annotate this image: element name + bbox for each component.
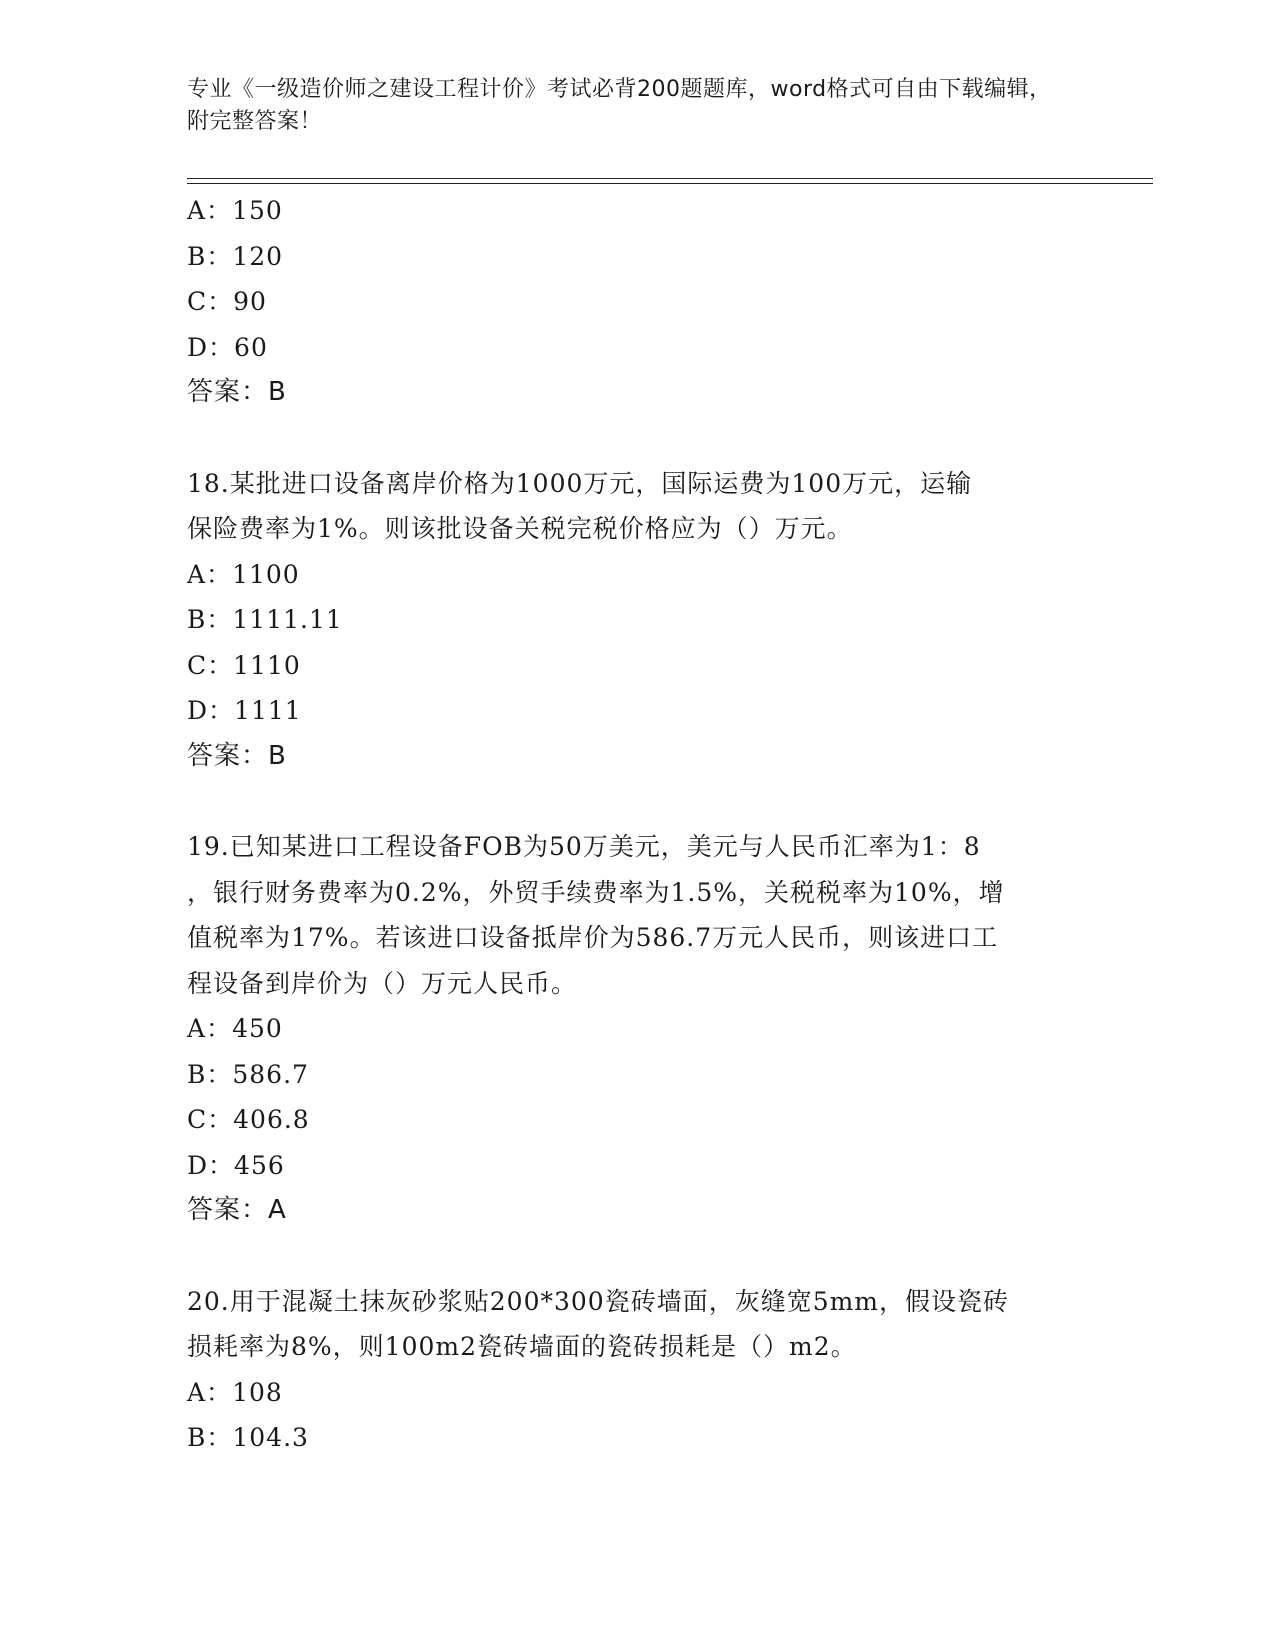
answer: 答案：A	[187, 1195, 287, 1225]
option-d: D：60	[187, 332, 268, 362]
option-a: A：150	[187, 196, 283, 225]
question-stem: ，银行财务费率为0.2%，外贸手续费率为1.5%，关税税率为10%，增	[187, 877, 1005, 907]
question-list	[187, 188, 1087, 1461]
question-stem: 18.某批进口设备离岸价格为1000万元，国际运费为100万元，运输	[187, 468, 973, 498]
question-20	[187, 1279, 1087, 1461]
question-18	[187, 461, 1087, 780]
document-header: 专业《一级造价师之建设工程计价》考试必背200题题库，word格式可自由下载编辑，附完整答案！	[187, 77, 1052, 134]
question-stem: 损耗率为8%，则100m2瓷砖墙面的瓷砖损耗是（）m2。	[187, 1332, 857, 1361]
option-b: B：104.3	[187, 1423, 309, 1452]
question-stem: 值税率为17%。若该进口设备抵岸价为586.7万元人民币，则该进口工	[187, 923, 999, 952]
option-b: B：586.7	[187, 1059, 309, 1089]
option-b: B：1111.11	[187, 605, 343, 634]
question-stem: 19.已知某进口工程设备FOB为50万美元，美元与人民币汇率为1：8	[187, 832, 981, 861]
question-stem: 20.用于混凝土抹灰砂浆贴200*300瓷砖墙面，灰缝宽5mm，假设瓷砖	[187, 1286, 1010, 1316]
option-c: C：1110	[187, 650, 301, 680]
question-stem: 保险费率为1%。则该批设备关税完税价格应为（）万元。	[187, 514, 853, 543]
question-19	[187, 824, 1087, 1234]
option-d: D：456	[187, 1150, 285, 1180]
header-rule-bottom	[187, 183, 1153, 184]
option-c: C：90	[187, 287, 267, 316]
option-a: A：450	[187, 1014, 283, 1043]
partial-question	[187, 188, 1087, 416]
option-a: A：1100	[187, 559, 300, 589]
option-c: C：406.8	[187, 1105, 310, 1134]
question-stem: 程设备到岸价为（）万元人民币。	[187, 968, 578, 998]
option-b: B：120	[187, 241, 284, 271]
header-rule-top	[187, 178, 1153, 179]
answer: 答案：B	[187, 740, 287, 771]
option-d: D：1111	[187, 696, 302, 725]
answer: 答案：B	[187, 377, 287, 407]
option-a: A：108	[187, 1377, 283, 1407]
